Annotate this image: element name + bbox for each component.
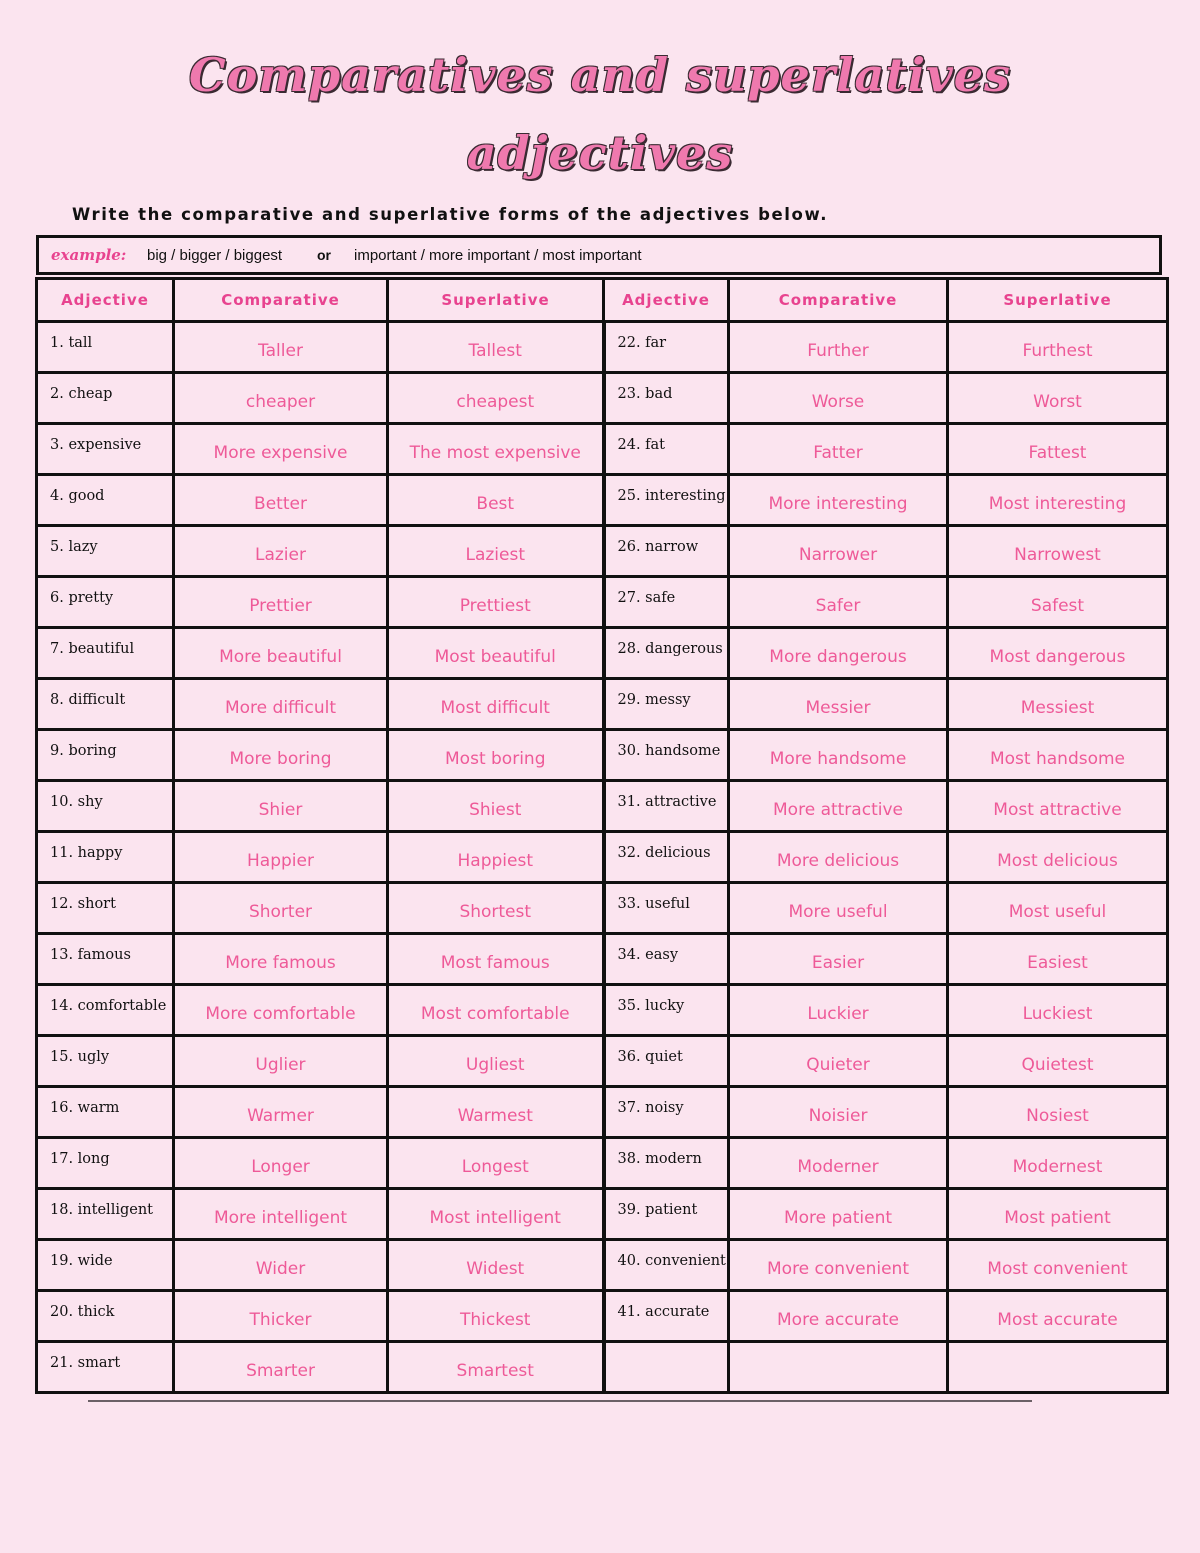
adjective-cell: 6. pretty [37,577,174,628]
adjective-cell: 40. convenient [604,1240,729,1291]
table-row [37,1240,1168,1291]
superlative-cell: Most interesting [948,475,1168,526]
superlative-cell: Shiest [388,781,604,832]
superlative-cell: Happiest [388,832,604,883]
table-row [37,730,1168,781]
superlative-cell: Worst [948,373,1168,424]
table-row [37,322,1168,373]
superlative-cell: Best [388,475,604,526]
table-row [37,628,1168,679]
table-row [37,1087,1168,1138]
table-row [37,781,1168,832]
superlative-cell: Modernest [948,1138,1168,1189]
adjective-cell: 7. beautiful [37,628,174,679]
adjective-cell: 37. noisy [604,1087,729,1138]
adjective-cell: 21. smart [37,1342,174,1393]
table-row [37,424,1168,475]
superlative-cell: Widest [388,1240,604,1291]
example-label: example: [51,246,127,264]
comparative-cell: Happier [174,832,388,883]
superlative-cell: Easiest [948,934,1168,985]
adjective-cell: 9. boring [37,730,174,781]
adjective-cell: 41. accurate [604,1291,729,1342]
comparative-cell: More delicious [729,832,948,883]
comparative-cell: Shier [174,781,388,832]
superlative-cell: Messiest [948,679,1168,730]
superlative-cell: Warmest [388,1087,604,1138]
adjective-cell: 38. modern [604,1138,729,1189]
superlative-cell: Shortest [388,883,604,934]
comparative-cell: Moderner [729,1138,948,1189]
superlative-cell: Ugliest [388,1036,604,1087]
comparative-cell: Safer [729,577,948,628]
comparative-cell: More patient [729,1189,948,1240]
comparative-cell: Uglier [174,1036,388,1087]
adjective-cell: 39. patient [604,1189,729,1240]
superlative-cell: Most delicious [948,832,1168,883]
header-adjective: Adjective [37,279,174,322]
example-first: big / bigger / biggest [147,246,283,264]
adjective-cell: 20. thick [37,1291,174,1342]
adjective-cell: 10. shy [37,781,174,832]
page-title-line-2: adjectives [466,126,734,180]
adjective-cell: 23. bad [604,373,729,424]
comparative-cell: More boring [174,730,388,781]
comparative-cell: Longer [174,1138,388,1189]
example-or: or [317,247,331,263]
table-row [37,1342,1168,1393]
comparative-cell: More dangerous [729,628,948,679]
adjectives-table [35,277,1169,1394]
adjective-cell: 2. cheap [37,373,174,424]
adjective-cell: 1. tall [37,322,174,373]
comparative-cell: More comfortable [174,985,388,1036]
table-row [37,832,1168,883]
adjective-cell: 22. far [604,322,729,373]
comparative-cell: More attractive [729,781,948,832]
comparative-cell: Thicker [174,1291,388,1342]
comparative-cell: Quieter [729,1036,948,1087]
footer-divider [88,1400,1032,1402]
adjective-cell: 8. difficult [37,679,174,730]
table-row [37,985,1168,1036]
comparative-cell: Noisier [729,1087,948,1138]
comparative-cell: Fatter [729,424,948,475]
comparative-cell [729,1342,948,1393]
adjective-cell: 16. warm [37,1087,174,1138]
comparative-cell: Taller [174,322,388,373]
table-header-row [37,279,1168,322]
superlative-cell: Luckiest [948,985,1168,1036]
comparative-cell: More beautiful [174,628,388,679]
comparative-cell: More famous [174,934,388,985]
comparative-cell: Wider [174,1240,388,1291]
example-box [36,235,1162,275]
table-row [37,883,1168,934]
comparative-cell: Messier [729,679,948,730]
comparative-cell: More convenient [729,1240,948,1291]
adjective-cell: 14. comfortable [37,985,174,1036]
adjective-cell: 28. dangerous [604,628,729,679]
superlative-cell: Most patient [948,1189,1168,1240]
table-row [37,1138,1168,1189]
superlative-cell: Most beautiful [388,628,604,679]
superlative-cell: Most handsome [948,730,1168,781]
adjective-cell: 27. safe [604,577,729,628]
comparative-cell: Easier [729,934,948,985]
comparative-cell: Further [729,322,948,373]
superlative-cell: cheapest [388,373,604,424]
adjective-cell: 30. handsome [604,730,729,781]
header-adjective: Adjective [604,279,729,322]
superlative-cell: Most boring [388,730,604,781]
comparative-cell: More intelligent [174,1189,388,1240]
superlative-cell: Narrowest [948,526,1168,577]
superlative-cell: Quietest [948,1036,1168,1087]
comparative-cell: Better [174,475,388,526]
comparative-cell: Lazier [174,526,388,577]
superlative-cell: Most useful [948,883,1168,934]
superlative-cell: Furthest [948,322,1168,373]
comparative-cell: Warmer [174,1087,388,1138]
superlative-cell: Most convenient [948,1240,1168,1291]
comparative-cell: cheaper [174,373,388,424]
adjective-cell [604,1342,729,1393]
adjective-cell: 24. fat [604,424,729,475]
header-comparative: Comparative [174,279,388,322]
superlative-cell: Safest [948,577,1168,628]
comparative-cell: More difficult [174,679,388,730]
adjective-cell: 31. attractive [604,781,729,832]
comparative-cell: Luckier [729,985,948,1036]
comparative-cell: More interesting [729,475,948,526]
superlative-cell: Smartest [388,1342,604,1393]
superlative-cell: Tallest [388,322,604,373]
adjective-cell: 26. narrow [604,526,729,577]
adjective-cell: 17. long [37,1138,174,1189]
superlative-cell: Most famous [388,934,604,985]
comparative-cell: Narrower [729,526,948,577]
superlative-cell: Longest [388,1138,604,1189]
example-second: important / more important / most important [354,246,642,264]
superlative-cell: Most comfortable [388,985,604,1036]
adjective-cell: 4. good [37,475,174,526]
adjective-cell: 32. delicious [604,832,729,883]
adjective-cell: 19. wide [37,1240,174,1291]
table-row [37,526,1168,577]
table-row [37,679,1168,730]
superlative-cell: The most expensive [388,424,604,475]
table-row [37,577,1168,628]
adjective-cell: 35. lucky [604,985,729,1036]
superlative-cell: Laziest [388,526,604,577]
superlative-cell: Most difficult [388,679,604,730]
adjective-cell: 5. lazy [37,526,174,577]
comparative-cell: Prettier [174,577,388,628]
superlative-cell: Most intelligent [388,1189,604,1240]
table-row [37,1291,1168,1342]
superlative-cell: Most accurate [948,1291,1168,1342]
superlative-cell: Nosiest [948,1087,1168,1138]
comparative-cell: Worse [729,373,948,424]
page-title-line-1: Comparatives and superlatives [189,48,1011,102]
adjective-cell: 12. short [37,883,174,934]
header-superlative: Superlative [388,279,604,322]
adjective-cell: 36. quiet [604,1036,729,1087]
adjective-cell: 13. famous [37,934,174,985]
header-comparative: Comparative [729,279,948,322]
comparative-cell: More accurate [729,1291,948,1342]
superlative-cell [948,1342,1168,1393]
comparative-cell: More expensive [174,424,388,475]
header-superlative: Superlative [948,279,1168,322]
adjective-cell: 11. happy [37,832,174,883]
adjective-cell: 29. messy [604,679,729,730]
comparative-cell: Smarter [174,1342,388,1393]
table-row [37,475,1168,526]
instructions: Write the comparative and superlative forms of the adjectives below. [72,205,829,224]
comparative-cell: More useful [729,883,948,934]
table-row [37,1036,1168,1087]
table-row [37,934,1168,985]
adjective-cell: 25. interesting [604,475,729,526]
comparative-cell: More handsome [729,730,948,781]
superlative-cell: Most attractive [948,781,1168,832]
adjective-cell: 18. intelligent [37,1189,174,1240]
adjective-cell: 3. expensive [37,424,174,475]
table-row [37,1189,1168,1240]
superlative-cell: Thickest [388,1291,604,1342]
superlative-cell: Prettiest [388,577,604,628]
adjective-cell: 33. useful [604,883,729,934]
comparative-cell: Shorter [174,883,388,934]
adjective-cell: 15. ugly [37,1036,174,1087]
superlative-cell: Most dangerous [948,628,1168,679]
adjective-cell: 34. easy [604,934,729,985]
table-row [37,373,1168,424]
superlative-cell: Fattest [948,424,1168,475]
